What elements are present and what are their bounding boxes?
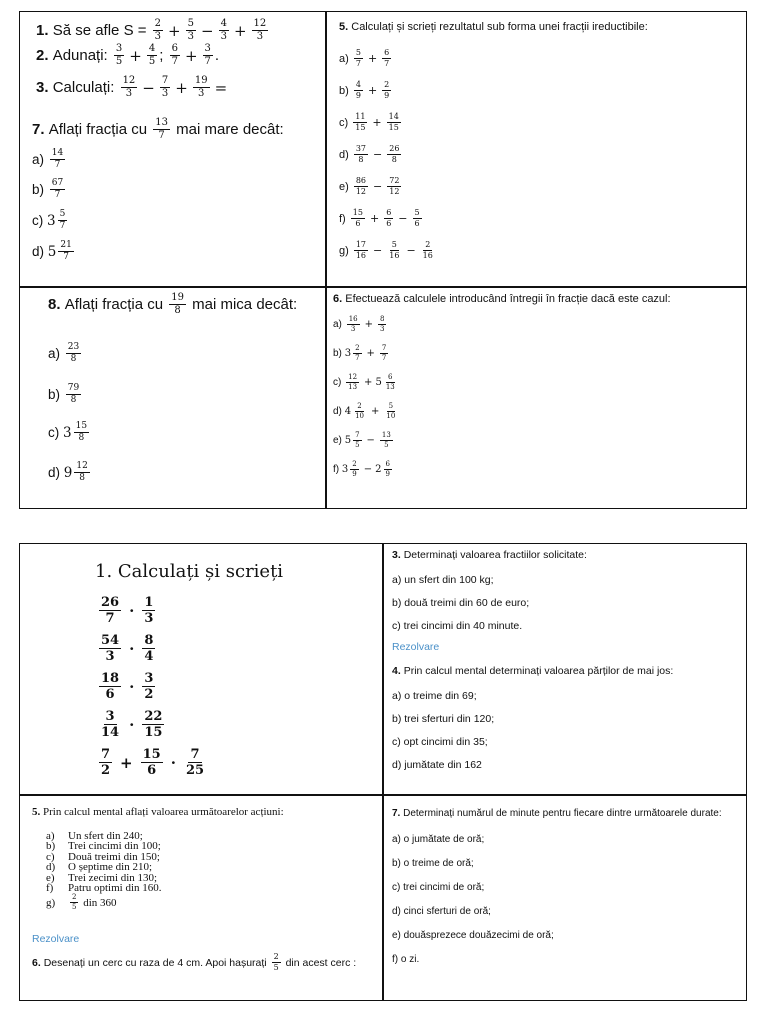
fraction: $\frac{5}{3}$ — [187, 18, 194, 42]
rezolvare-link[interactable]: Rezolvare — [32, 933, 80, 945]
exercise-number: 8. — [48, 296, 61, 313]
item: e) $\frac{86}{12}$ − $\frac{72}{12}$ — [339, 176, 400, 196]
fraction: $\frac{19}{8}$ — [171, 292, 184, 316]
fraction: $\frac{79}{8}$ — [67, 383, 80, 405]
exercise-text-tail: mai mica decât: — [192, 296, 298, 313]
exercise-title: 1. Calculați și scrieți — [95, 561, 284, 582]
fraction: $\frac{12}{3}$ — [253, 18, 267, 42]
exercise-number: 7. — [32, 121, 45, 138]
exercise-text-tail: din acest cerc : — [285, 956, 357, 969]
fraction: $\frac{12}{8}$ — [76, 461, 88, 483]
exercise-6 — [333, 293, 671, 305]
exercise-3: 3. Calculați: $\frac{12}{3}$ − $\frac{7}{3}$ + $\frac{19}{3}$ = — [36, 75, 228, 99]
item: d) $\frac{37}{8}$ − $\frac{26}{8}$ — [339, 144, 400, 164]
option: d) 5 $\frac{21}{7}$ — [32, 240, 72, 262]
exercise-2: 2. Adunați: $\frac{3}{5}$ + $\frac{4}{5}$ ; $\frac{6}{7}$ + $\frac{3}{7}$ . — [36, 43, 220, 67]
fraction: $\frac{3}{5}$ — [115, 43, 123, 67]
exercise-number: 5. — [339, 21, 349, 33]
item: e) 5 $\frac{7}{5}$ − $\frac{13}{5}$ — [333, 431, 391, 449]
fraction: $\frac{13}{7}$ — [155, 117, 168, 141]
exercise-number: 3. — [36, 79, 49, 96]
exercise-text: Aflați fracția cu — [64, 296, 164, 313]
item: c) trei cincimi din 40 minute. — [392, 620, 523, 632]
list-item: c) Două treimi din 150; — [46, 850, 160, 863]
cell-bottom-left — [20, 288, 325, 510]
item: b) $\frac{4}{9}$ + $\frac{2}{9}$ — [339, 80, 390, 100]
exercise-number: 5. — [32, 806, 41, 818]
exercise-5 — [339, 21, 648, 33]
item: c) trei cincimi de oră; — [392, 882, 485, 893]
exercise-text: Determinați valoarea fractiilor solicitate: — [403, 549, 587, 561]
exercise-text: Să se afle S = — [52, 22, 147, 39]
fraction: $\frac{5}{7}$ — [59, 209, 66, 231]
exercise-text: Calculați: — [52, 79, 115, 96]
list-item: d) O șeptime din 210; — [46, 861, 153, 874]
exercise-1: 1. Să se afle S = $\frac{2}{3}$ + $\frac{5}{3}$ − $\frac{4}{3}$ + $\frac{12}{3}$ — [36, 18, 267, 42]
item: f) 3 $\frac{2}{9}$ − 2 $\frac{6}{9}$ — [333, 460, 390, 478]
option: d) 9 $\frac{12}{8}$ — [48, 461, 88, 483]
exercise-number: 4. — [392, 665, 401, 677]
cell-top-left — [20, 544, 382, 794]
fraction: $\frac{4}{3}$ — [220, 18, 227, 42]
item: e) douăsprezece douăzecimi de oră; — [392, 930, 554, 941]
fraction: $\frac{23}{8}$ — [67, 342, 80, 364]
item: a) un sfert din 100 kg; — [392, 574, 494, 586]
exercise-6: 6. Desenați un cerc cu raza de 4 cm. Apoi hașurați $\frac{2}{5}$ din acest cerc : — [32, 952, 357, 972]
item: d) cinci sferturi de oră; — [392, 906, 491, 917]
exercise-7 — [392, 808, 722, 819]
calc-row: $\frac{26}{7}$ · $\frac{1}{3}$ — [101, 595, 154, 626]
list-item: b) Trei cincimi din 100; — [46, 840, 161, 853]
exercise-number: 6. — [32, 956, 41, 969]
item: d) 4 $\frac{2}{10}$ + $\frac{5}{10}$ — [333, 402, 396, 420]
calc-row: $\frac{7}{2}$ + $\frac{15}{6}$ · $\frac{7}{25}$ — [101, 747, 205, 778]
exercise-3 — [392, 549, 587, 561]
exercise-number: 7. — [392, 808, 401, 819]
calc-row: $\frac{54}{3}$ · $\frac{8}{4}$ — [101, 633, 154, 664]
exercise-text-tail: mai mare decât: — [176, 121, 284, 138]
exercise-number: 6. — [333, 293, 343, 305]
fraction: $\frac{6}{7}$ — [171, 43, 178, 67]
cell-bottom-right — [384, 796, 746, 1002]
fraction: $\frac{12}{3}$ — [122, 75, 136, 99]
item: b) trei sferturi din 120; — [392, 713, 495, 725]
exercise-text: Prin calcul mental determinați valoarea părților de mai jos: — [403, 665, 674, 677]
item: f) o zi. — [392, 954, 420, 965]
item: a) $\frac{16}{3}$ + $\frac{8}{3}$ — [333, 315, 385, 333]
option: a) $\frac{14}{7}$ — [32, 148, 64, 170]
item: a) o treime din 69; — [392, 690, 477, 702]
item: d) jumătate din 162 — [392, 759, 482, 771]
item: f) $\frac{15}{6}$ + $\frac{6}{6}$ − $\frac{5}{6}$ — [339, 208, 420, 228]
option: b) $\frac{79}{8}$ — [48, 383, 80, 405]
item: b) 3 $\frac{2}{7}$ + $\frac{7}{7}$ — [333, 344, 387, 362]
list-item: e) Trei zecimi din 130; — [46, 871, 158, 884]
fraction: $\frac{4}{5}$ — [148, 43, 156, 67]
worksheet-1 — [19, 11, 747, 509]
calc-row: $\frac{3}{14}$ · $\frac{22}{15}$ — [101, 709, 163, 740]
exercise-text: Prin calcul mental aflați valoarea următoarelor acțiuni: — [43, 806, 284, 818]
item: a) $\frac{5}{7}$ + $\frac{6}{7}$ — [339, 48, 390, 68]
exercise-5 — [32, 806, 284, 818]
fraction: $\frac{14}{7}$ — [51, 148, 64, 170]
fraction: $\frac{15}{8}$ — [75, 421, 88, 443]
cell-bottom-right — [327, 288, 747, 510]
fraction: $\frac{21}{7}$ — [60, 240, 72, 262]
cell-top-left — [20, 12, 325, 286]
fraction: $\frac{19}{3}$ — [194, 75, 208, 99]
calc-row: $\frac{18}{6}$ · $\frac{3}{2}$ — [101, 671, 154, 702]
option: a) $\frac{23}{8}$ — [48, 342, 80, 364]
option: c) 3 $\frac{15}{8}$ — [48, 421, 88, 443]
exercise-text: Calculați și scrieți rezultatul sub forma unei fracții ireductibile: — [351, 21, 648, 33]
item-list — [46, 831, 162, 911]
exercise-text: Determinați numărul de minute pentru fiecare dintre următoarele durate: — [403, 808, 722, 819]
cell-bottom-left — [20, 796, 382, 1002]
rezolvare-link[interactable]: Rezolvare — [392, 641, 440, 653]
item: a) o jumătate de oră; — [392, 834, 485, 845]
list-item: g) $\frac{2}{5}$ din 360 — [46, 893, 117, 912]
fraction: $\frac{3}{7}$ — [204, 43, 211, 67]
item: c) opt cincimi din 35; — [392, 736, 488, 748]
exercise-4 — [392, 665, 673, 677]
exercise-text: Efectuează calculele introducând întregii în fracție dacă este cazul: — [345, 293, 671, 305]
item: b) două treimi din 60 de euro; — [392, 597, 530, 609]
exercise-7 — [32, 118, 284, 141]
cell-top-right — [327, 12, 747, 286]
exercise-text: Desenați un cerc cu raza de 4 cm. Apoi hașurați — [43, 956, 267, 969]
exercise-8 — [48, 293, 297, 316]
exercise-number: 1. — [36, 22, 49, 39]
fraction: $\frac{2}{3}$ — [154, 18, 162, 42]
option: b) $\frac{67}{7}$ — [32, 178, 64, 200]
fraction: $\frac{7}{3}$ — [161, 75, 169, 99]
fraction: $\frac{67}{7}$ — [51, 178, 64, 200]
cell-top-right — [384, 544, 746, 794]
exercise-number: 2. — [36, 47, 49, 64]
item: c) $\frac{12}{13}$ + 5 $\frac{6}{13}$ — [333, 373, 395, 391]
item: g) $\frac{17}{16}$ − $\frac{5}{16}$ − $\frac{2}{16}$ — [339, 240, 433, 260]
exercise-number: 3. — [392, 549, 401, 561]
exercise-text: Adunați: — [52, 47, 108, 64]
item: c) $\frac{11}{15}$ + $\frac{14}{15}$ — [339, 112, 399, 132]
worksheet-2 — [19, 543, 747, 1001]
option: c) 3 $\frac{5}{7}$ — [32, 209, 66, 231]
list-item: f) Patru optimi din 160. — [46, 882, 162, 895]
item: b) o treime de oră; — [392, 858, 474, 869]
exercise-text: Aflați fracția cu — [48, 121, 148, 138]
list-item: a) Un sfert din 240; — [46, 830, 143, 842]
